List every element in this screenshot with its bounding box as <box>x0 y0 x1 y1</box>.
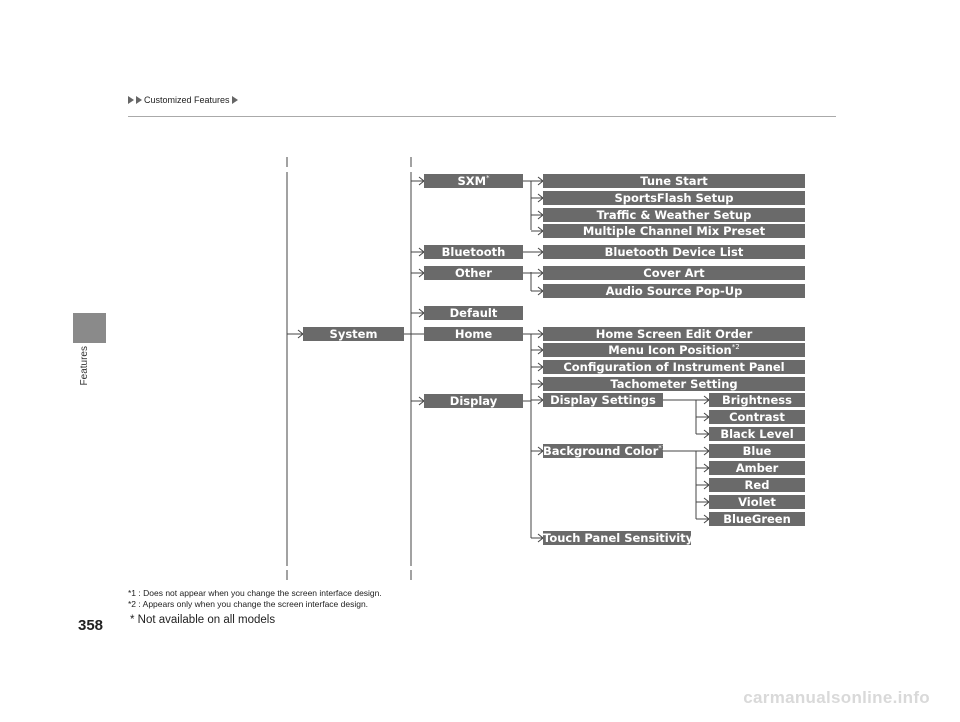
node-cover-art: Cover Art <box>543 266 805 280</box>
watermark: carmanualsonline.info <box>743 688 930 707</box>
node-home: Home <box>424 327 523 341</box>
node-red: Red <box>709 478 805 492</box>
breadcrumb-label: Customized Features <box>144 95 230 105</box>
node-bluetooth: Bluetooth <box>424 245 523 259</box>
node-black-level: Black Level <box>709 427 805 441</box>
node-tachometer: Tachometer Setting <box>543 377 805 391</box>
node-brightness: Brightness <box>709 393 805 407</box>
node-config-instrument-panel: Configuration of Instrument Panel <box>543 360 805 374</box>
node-menu-icon-position: Menu Icon Position$^{*2}$ <box>543 343 805 357</box>
footnote-2: *2 : Appears only when you change the screen interface design. <box>128 599 369 609</box>
node-display: Display <box>424 394 523 408</box>
node-other: Other <box>424 266 523 280</box>
footnote-1: *1 : Does not appear when you change the screen interface design. <box>128 588 382 598</box>
node-sportsflash: SportsFlash Setup <box>543 191 805 205</box>
footnotes <box>128 588 382 610</box>
node-audio-source-popup: Audio Source Pop-Up <box>543 284 805 298</box>
node-tune-start: Tune Start <box>543 174 805 188</box>
node-sxm: SXM* <box>424 174 523 188</box>
node-amber: Amber <box>709 461 805 475</box>
node-bluetooth-device-list: Bluetooth Device List <box>543 245 805 259</box>
node-contrast: Contrast <box>709 410 805 424</box>
node-display-settings: Display Settings <box>543 393 663 407</box>
node-bluegreen: BlueGreen <box>709 512 805 526</box>
node-default: Default <box>424 306 523 320</box>
node-violet: Violet <box>709 495 805 509</box>
node-traffic-weather: Traffic & Weather Setup <box>543 208 805 222</box>
section-label: Features <box>79 346 90 386</box>
node-multiple-channel: Multiple Channel Mix Preset <box>543 224 805 238</box>
node-blue: Blue <box>709 444 805 458</box>
node-home-screen-edit: Home Screen Edit Order <box>543 327 805 341</box>
node-touch-panel: Touch Panel Sensitivity <box>543 531 694 545</box>
availability-note: * Not available on all models <box>130 614 276 626</box>
node-system: System <box>303 327 404 341</box>
page-number: 358 <box>78 617 104 634</box>
node-background-color: Background Color$^{*1}$ <box>543 444 667 458</box>
